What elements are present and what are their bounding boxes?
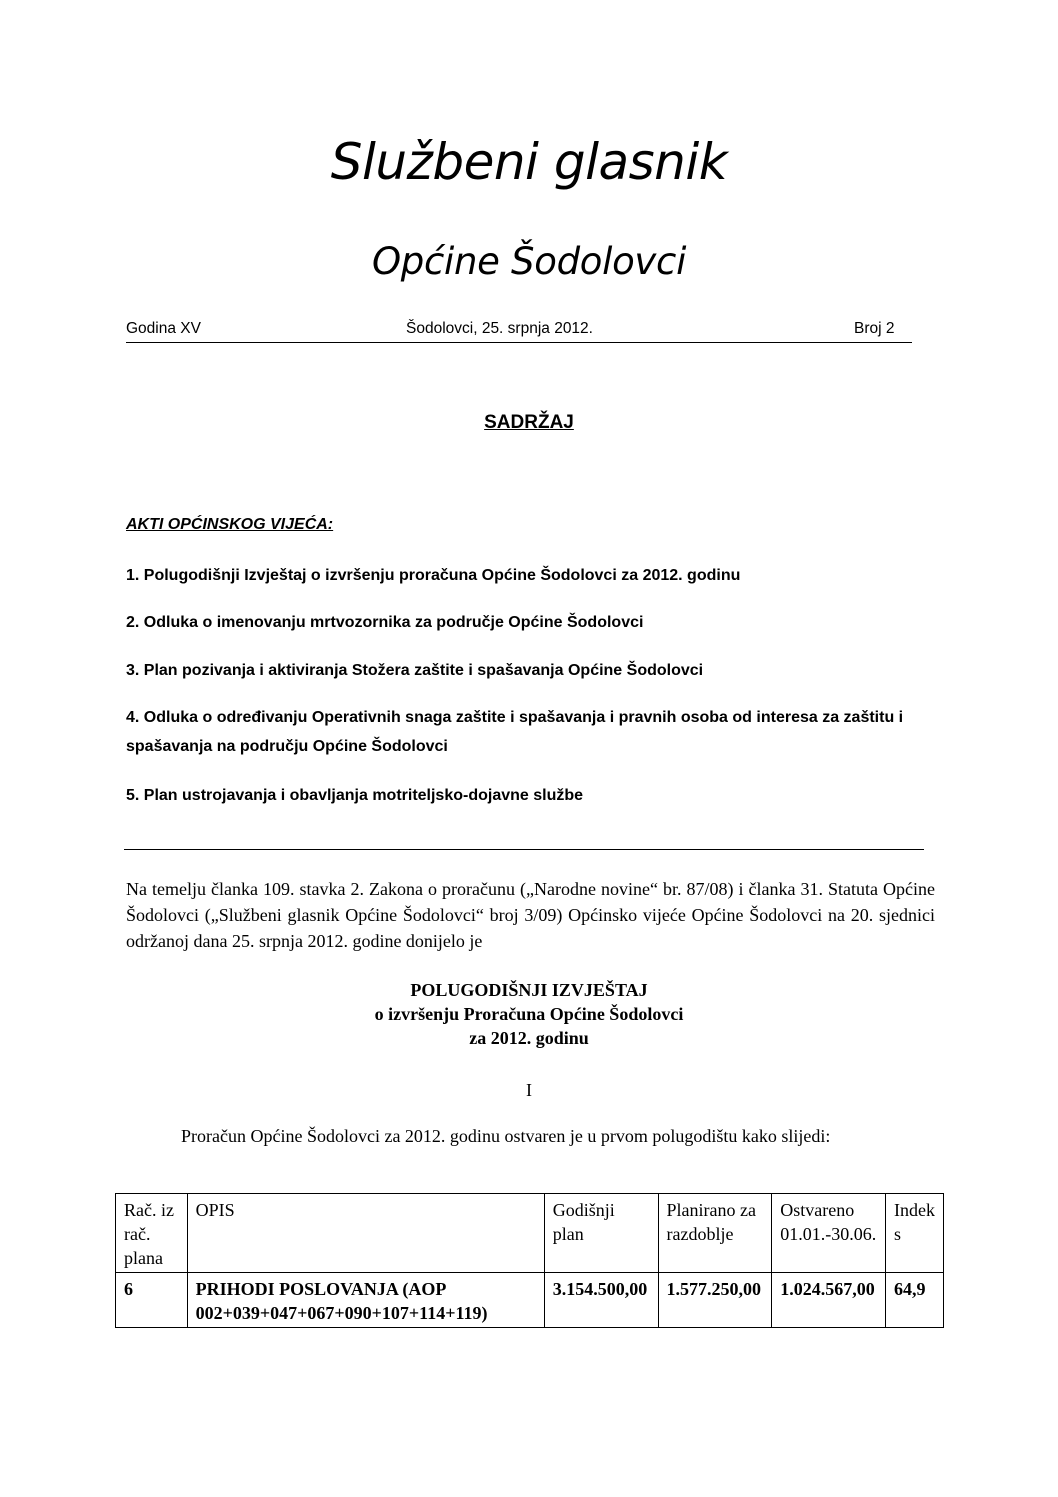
report-year: za 2012. godinu [469, 1028, 589, 1048]
gazette-title: Službeni glasnik [330, 133, 728, 191]
section-number: I [526, 1080, 532, 1100]
contents-item: 2. Odluka o imenovanju mrtvozornika za područje Općine Šodolovci [126, 614, 644, 631]
contents-item: 3. Plan pozivanja i aktiviranja Stožera zaštite i spašavanja Općine Šodolovci [126, 662, 704, 679]
header-description: OPIS [187, 1194, 544, 1273]
council-acts-heading: AKTI OPĆINSKOG VIJEĆA: [126, 516, 334, 533]
budget-paragraph: Proračun Općine Šodolovci za 2012. godinu ostvaren je u prvom polugodištu kako slijedi: [181, 1126, 831, 1146]
contents-item: 5. Plan ustrojavanja i obavljanja motriteljsko-dojavne službe [126, 787, 584, 804]
cell-planned-period: 1.577.250,00 [658, 1273, 772, 1328]
issue-number: Broj 2 [854, 320, 895, 337]
gazette-subtitle: Općine Šodolovci [371, 240, 687, 283]
cell-index: 64,9 [885, 1273, 943, 1328]
contents-item: 1. Polugodišnji Izvještaj o izvršenju proračuna Općine Šodolovci za 2012. godinu [126, 567, 741, 584]
separator-line [124, 849, 924, 850]
table-header-row [116, 1194, 944, 1273]
header-realized: Ostvareno 01.01.-30.06. [772, 1194, 886, 1273]
header-index: Indeks [885, 1194, 943, 1273]
contents-item: 4. Odluka o određivanju Operativnih snaga zaštite i spašavanja i pravnih osoba od interesa za zaštitu i spašavanja na području Općine Šodolovci [126, 709, 904, 755]
cell-description: PRIHODI POSLOVANJA (AOP 002+039+047+067+090+107+114+119) [187, 1273, 544, 1328]
cell-realized: 1.024.567,00 [772, 1273, 886, 1328]
issue-info-row [126, 320, 912, 343]
report-title: POLUGODIŠNJI IZVJEŠTAJ [410, 980, 648, 1000]
contents-heading: SADRŽAJ [484, 412, 574, 433]
budget-table [115, 1193, 944, 1328]
header-planned-period: Planirano za razdoblje [658, 1194, 772, 1273]
legal-basis-paragraph: Na temelju članka 109. stavka 2. Zakona o proračunu („Narodne novine“ br. 87/08) i članka 31. Statuta Općine Šodolovci („Službeni glasnik Općine Šodolovci“ broj 3/09) Općinsko vijeće Općine Šodolovci na 20. sjednici održanoj dana 25. srpnja 2012. godine donijelo je [126, 879, 935, 951]
issue-place-date: Šodolovci, 25. srpnja 2012. [406, 320, 593, 337]
cell-account: 6 [116, 1273, 188, 1328]
header-annual-plan: Godišnji plan [544, 1194, 658, 1273]
issue-year: Godina XV [126, 320, 201, 337]
cell-annual-plan: 3.154.500,00 [544, 1273, 658, 1328]
header-account: Rač. iz rač. plana [116, 1194, 188, 1273]
table-row [116, 1273, 944, 1328]
report-subtitle: o izvršenju Proračuna Općine Šodolovci [374, 1004, 684, 1024]
